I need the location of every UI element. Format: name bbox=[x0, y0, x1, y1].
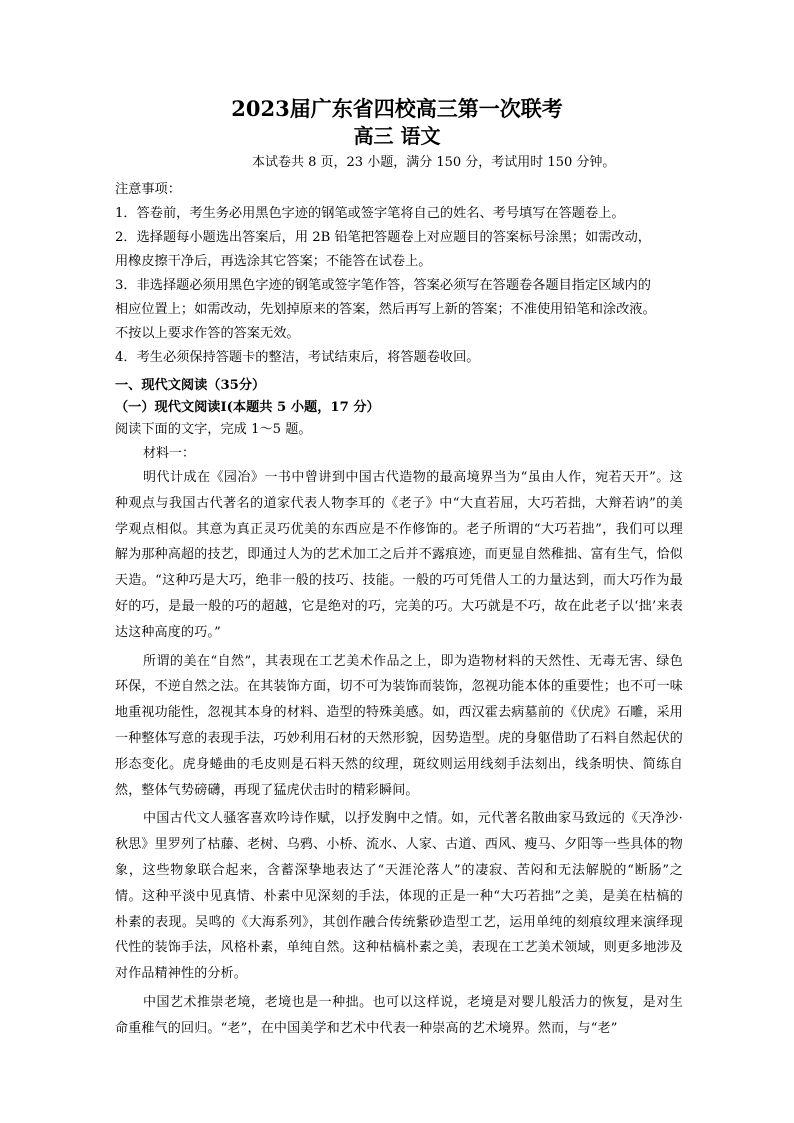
exam-info: 本试卷共 8 页，23 小题，满分 150 分，考试用时 150 分钟。 bbox=[252, 155, 616, 170]
exam-subtitle: 高三 语文 bbox=[353, 124, 441, 148]
exam-title: 2023届广东省四校高三第一次联考 bbox=[231, 96, 563, 121]
notice-item: 1．答卷前，考生务必用黑色字迹的钢笔或签字笔将自己的姓名、考号填写在答题卷上。 bbox=[115, 206, 625, 221]
notice-heading: 注意事项： bbox=[115, 182, 181, 197]
passage-paragraph: 中国艺术推崇老境，老境也是一种拙。也可以这样说，老境是对婴儿般活力的恢复，是对生命重稚气的回归。“老”，在中国美学和艺术中代表一种崇高的艺术境界。然而，与“老” bbox=[115, 994, 683, 1036]
section-heading: 一、现代文阅读（35分） bbox=[115, 378, 266, 393]
notice-item: 用橡皮擦干净后，再选涂其它答案；不能答在试卷上。 bbox=[115, 254, 432, 269]
material-label: 材料一： bbox=[143, 446, 196, 461]
notice-item: 相应位置上；如需改动，先划掉原来的答案，然后再写上新的答案；不准使用铅笔和涂改液。 bbox=[115, 302, 656, 317]
notice-item: 3．非选择题必须用黑色字迹的钢笔或签字笔作答，答案必须写在答题卷各题目指定区域内的 bbox=[115, 278, 651, 293]
reading-instruction: 阅读下面的文字，完成 1～5 题。 bbox=[115, 422, 312, 437]
notice-section bbox=[115, 178, 685, 370]
reading-passage bbox=[115, 443, 683, 1042]
passage-paragraph: 所谓的美在“自然”，其表现在工艺美术作品之上，即为造物材料的天然性、无毒无害、绿色环保，不逆自然之法。在其装饰方面，切不可为装饰而装饰，忽视功能本体的重要性；也不可一味地重视功能性，忽视其本身的材料、造型的特殊美感。如，西汉霍去病墓前的《伏虎》石雕，采用一种整体写意的表现手法，巧妙利用石材的天然形貌，因势造型。虎的身躯借助了石料自然起伏的形态变化。虎身蜷曲的毛皮则是石料天然的纹理，斑纹则运用线刻手法刻出，线条明快、简练自然，整体气势磅礴，再现了猛虎伏击时的精彩瞬间。 bbox=[115, 653, 683, 798]
passage-paragraph: 中国古代文人骚客喜欢吟诗作赋，以抒发胸中之情。如，元代著名散曲家马致远的《天净沙·秋思》里罗列了枯藤、老树、乌鸦、小桥、流水、人家、古道、西风、瘦马、夕阳等一些具体的物象，这些物象联合起来，含蓄深挚地表达了“天涯沦落人”的凄寂、苦闷和无法解脱的“断肠”之情。这种平淡中见真情、朴素中见深刻的手法，体现的正是一种“大巧若拙”之美，是美在枯槁的朴素的表现。吴鸣的《大海系列》，其创作融合传统紫砂造型工艺，运用单纯的刻痕纹理来演绎现代性的装饰手法，风格朴素，单纯自然。这种枯槁朴素之美，表现在工艺美术领域，则更多地涉及对作品精神性的分析。 bbox=[115, 811, 683, 982]
passage-paragraph: 明代计成在《园冶》一书中曾讲到中国古代造物的最高境界当为“虽由人作，宛若天开”。这种观点与我国古代著名的道家代表人物李耳的《老子》中“大直若屈，大巧若拙，大辩若讷”的美学观点相似。其意为真正灵巧优美的东西应是不作修饰的。老子所谓的“大巧若拙”，我们可以理解为那种高超的技艺，即通过人为的艺术加工之后并不露痕迹，而更显自然稚拙、富有生气，恰似天造。“这种巧是大巧，绝非一般的技巧、技能。一般的巧可凭借人工的力量达到，而大巧作为最好的巧，是最一般的巧的超越，它是绝对的巧，完美的巧。大巧就是不巧，故在此老子以‘拙’来表达这种高度的巧。” bbox=[115, 470, 683, 640]
notice-item: 不按以上要求作答的答案无效。 bbox=[115, 326, 300, 341]
section-one bbox=[115, 375, 685, 441]
notice-item: 4．考生必须保持答题卡的整洁，考试结束后，将答题卷收回。 bbox=[115, 350, 480, 365]
notice-item: 2．选择题每小题选出答案后，用 2B 铅笔把答题卷上对应题目的答案标号涂黑；如需改动， bbox=[115, 230, 651, 245]
subsection-heading: （一）现代文阅读Ⅰ(本题共 5 小题，17 分） bbox=[115, 400, 380, 415]
